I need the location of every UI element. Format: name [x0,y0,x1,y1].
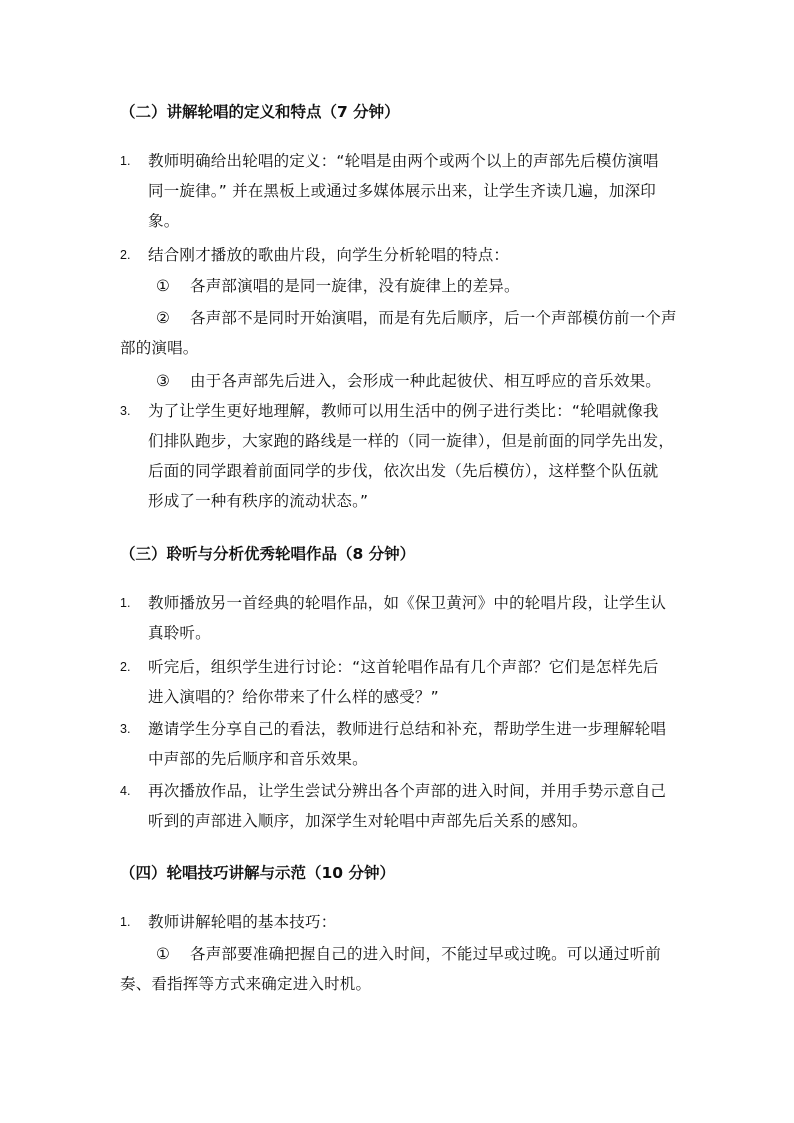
list-number: 1. [120,915,131,929]
circled-number: ① [155,945,171,963]
section-heading: （三）聆听与分析优秀轮唱作品（8 分钟） [120,545,416,563]
list-text: 教师讲解轮唱的基本技巧： [148,913,337,931]
list-text: 为了让学生更好地理解，教师可以用生活中的例子进行类比：“轮唱就像我 们排队跑步，大家跑的路线是一样的（同一旋律），但是前面的同学先出发， 后面的同学跟着前面同学的步伐，依次出发（先后模仿），这样整个队伍就 形成了一种有秩序的流动状态。” [148,402,675,510]
sub-point [120,939,680,999]
list-number: 2. [120,248,131,262]
list-text: 结合刚才播放的歌曲片段，向学生分析轮唱的特点： [148,246,510,264]
circled-number: ① [155,277,171,295]
circled-number: ③ [155,372,171,390]
sub-point-text: 各声部不是同时开始演唱，而是有先后顺序，后一个声部模仿前一个声部的演唱。 [120,309,677,357]
list-number: 4. [120,784,131,798]
list-number: 3. [120,404,131,418]
sub-point-text: 各声部要准确把握自己的进入时间，不能过早或过晚。可以通过听前奏、看指挥等方式来确定进入时机。 [120,945,662,993]
section-heading: （二）讲解轮唱的定义和特点（7 分钟） [120,103,400,121]
list-text: 教师播放另一首经典的轮唱作品，如《保卫黄河》中的轮唱片段，让学生认 真聆听。 [148,594,667,642]
sub-point [120,303,680,363]
section-heading: （四）轮唱技巧讲解与示范（10 分钟） [120,864,395,882]
list-text: 邀请学生分享自己的看法，教师进行总结和补充，帮助学生进一步理解轮唱 中声部的先后顺序和音乐效果。 [148,720,667,768]
sub-point-text: 各声部演唱的是同一旋律，没有旋律上的差异。 [190,277,520,295]
sub-point [120,271,680,301]
list-number: 1. [120,596,131,610]
sub-point [120,366,680,396]
sub-point-text: 由于各声部先后进入，会形成一种此起彼伏、相互呼应的音乐效果。 [190,372,662,390]
list-number: 2. [120,660,131,674]
list-text: 再次播放作品，让学生尝试分辨出各个声部的进入时间，并用手势示意自己 听到的声部进入顺序，加深学生对轮唱中声部先后关系的感知。 [148,782,667,830]
list-text: 听完后，组织学生进行讨论：“这首轮唱作品有几个声部？它们是怎样先后 进入演唱的？给你带来了什么样的感受？” [148,658,659,706]
list-number: 1. [120,154,131,168]
circled-number: ② [155,309,171,327]
list-number: 3. [120,722,131,736]
list-text: 教师明确给出轮唱的定义：“轮唱是由两个或两个以上的声部先后模仿演唱 同一旋律。” 并在黑板上或通过多媒体展示出来，让学生齐读几遍，加深印 象。 [148,152,659,230]
